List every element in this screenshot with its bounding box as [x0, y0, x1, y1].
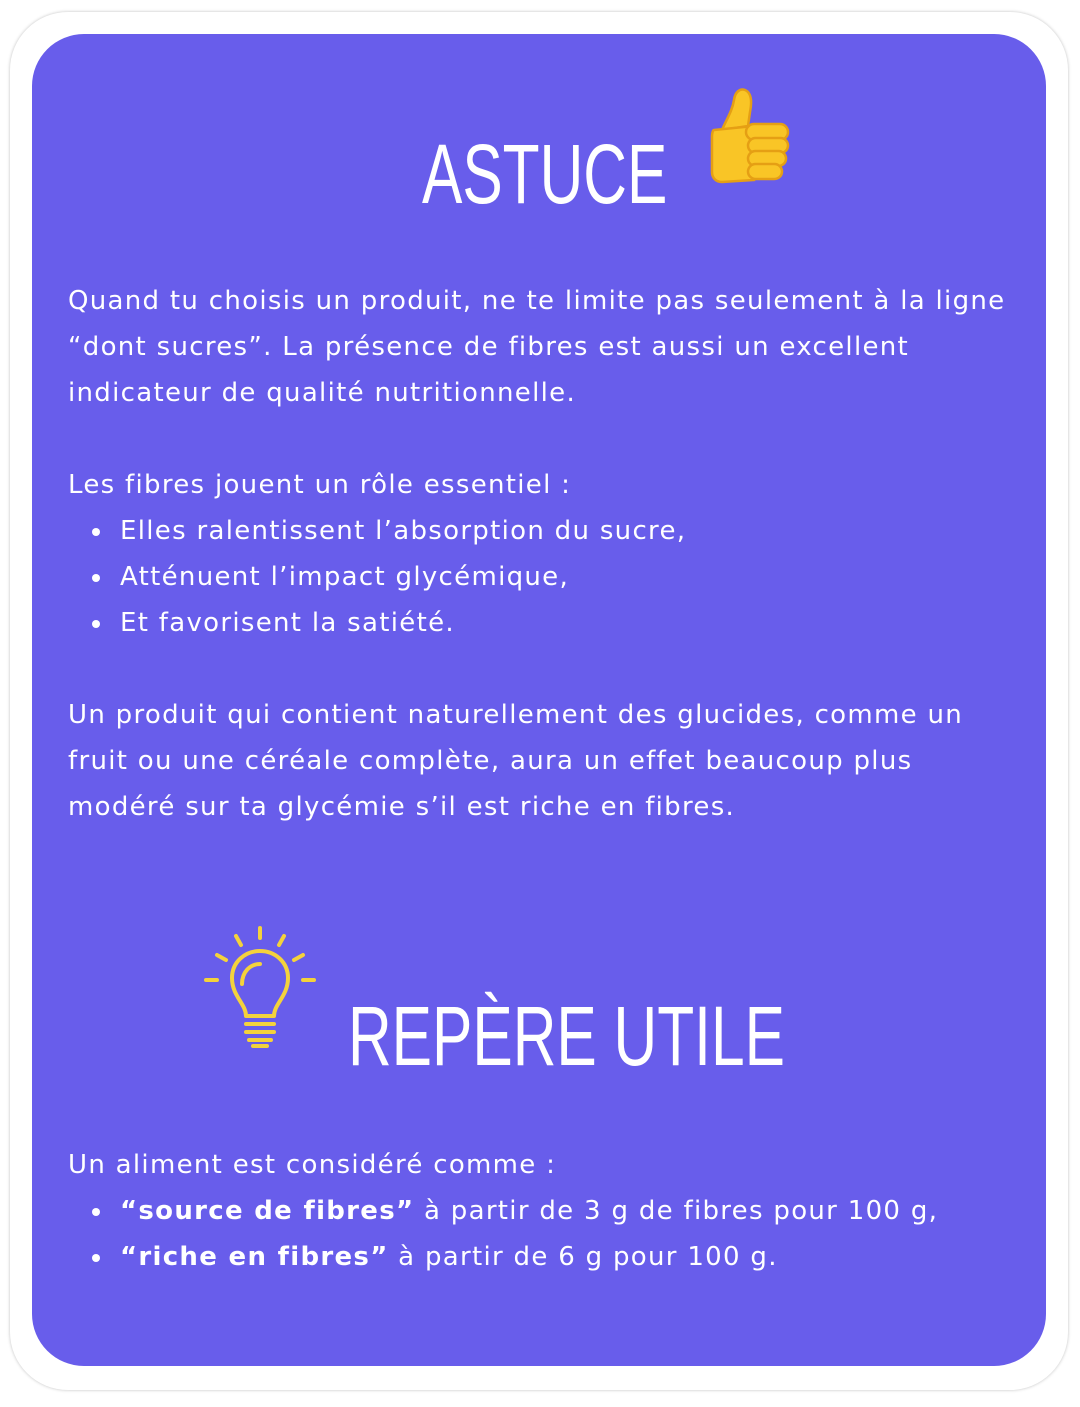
list-item: Elles ralentissent l’absorption du sucre,	[68, 508, 1028, 554]
list-item: Et favorisent la satiété.	[68, 600, 1028, 646]
bullet-bold-term: “source de fibres”	[120, 1196, 415, 1226]
bullet-rest: à partir de 3 g de fibres pour 100 g,	[414, 1196, 939, 1226]
repere-intro: Un aliment est considéré comme :	[68, 1150, 557, 1180]
bullet-rest: à partir de 6 g pour 100 g.	[388, 1242, 778, 1272]
astuce-fibres-intro: Les fibres jouent un rôle essentiel :	[68, 470, 572, 500]
bullet-bold-term: “riche en fibres”	[120, 1242, 389, 1272]
repere-bullet-list	[68, 1188, 1028, 1280]
repere-block	[68, 1142, 1028, 1280]
thumbs-up-icon	[692, 82, 800, 190]
astuce-bullet-list	[68, 508, 1028, 646]
astuce-paragraph-3: Un produit qui contient naturellement des glucides, comme un fruit ou une céréale complète, aura un effet beaucoup plus modéré sur ta glycémie s’il est riche en fibres.	[68, 700, 964, 822]
astuce-fibres-block	[68, 462, 1028, 646]
list-item	[68, 1188, 1028, 1234]
repere-title: REPÈRE UTILE	[348, 989, 785, 1083]
list-item	[68, 1234, 1028, 1280]
info-card	[32, 34, 1046, 1366]
list-item: Atténuent l’impact glycémique,	[68, 554, 1028, 600]
astuce-paragraph-1: Quand tu choisis un produit, ne te limite pas seulement à la ligne “dont sucres”. La présence de fibres est aussi un excellent indicateur de qualité nutritionnelle.	[68, 286, 1006, 408]
astuce-title: ASTUCE	[422, 127, 668, 221]
lightbulb-icon	[198, 924, 322, 1054]
